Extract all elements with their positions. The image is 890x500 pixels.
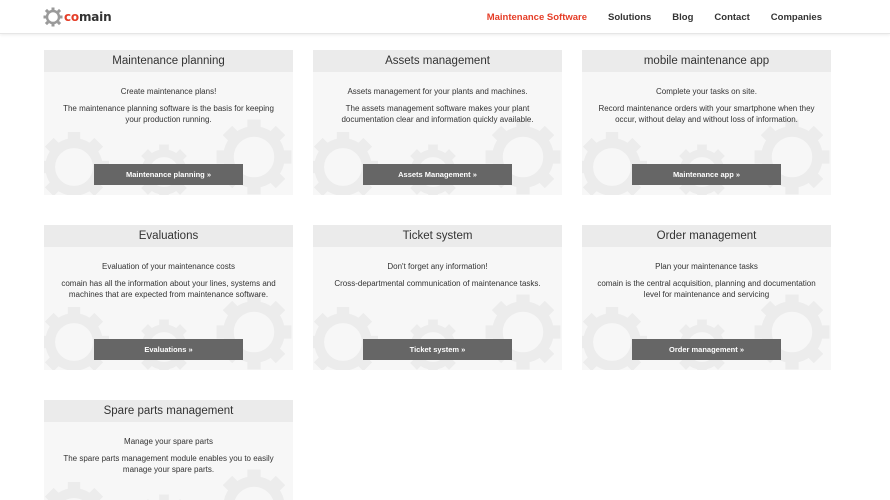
card-lead: Assets management for your plants and machines. <box>347 87 528 96</box>
card-lead: Plan your maintenance tasks <box>655 262 758 271</box>
card-description <box>58 261 279 301</box>
card-title: mobile maintenance app <box>582 50 831 72</box>
ticket-system-button[interactable]: Ticket system » <box>363 339 512 360</box>
nav-blog[interactable]: Blog <box>672 11 694 23</box>
card-title: Spare parts management <box>44 400 293 422</box>
card-lead: Create maintenance plans! <box>120 87 217 96</box>
card-lead: Don't forget any information! <box>387 262 488 271</box>
card-body: The maintenance planning software is the basis for keeping your production running. <box>63 103 274 124</box>
card-mobile-maintenance-app <box>582 50 831 195</box>
logo-wordmark <box>64 10 111 24</box>
card-body: comain has all the information about your lines, systems and machines that are expected from maintenance software. <box>61 278 276 299</box>
card-spare-parts-management <box>44 400 293 500</box>
card-ticket-system <box>313 225 562 370</box>
card-description <box>596 261 817 301</box>
card-body: Cross-departmental communication of maintenance tasks. <box>334 278 541 288</box>
logo-text-co: co <box>64 10 79 24</box>
card-title: Assets management <box>313 50 562 72</box>
card-body: comain is the central acquisition, planning and documentation level for maintenance and servicing <box>597 278 816 299</box>
card-description <box>327 261 548 289</box>
card-order-management <box>582 225 831 370</box>
card-assets-management <box>313 50 562 195</box>
card-lead: Evaluation of your maintenance costs <box>102 262 235 271</box>
maintenance-app-button[interactable]: Maintenance app » <box>632 164 781 185</box>
card-description <box>58 86 279 126</box>
card-description <box>596 86 817 126</box>
gear-logo-icon <box>43 7 63 27</box>
card-body: The spare parts management module enables you to easily manage your spare parts. <box>63 453 274 474</box>
maintenance-planning-button[interactable]: Maintenance planning » <box>94 164 243 185</box>
card-lead: Manage your spare parts <box>124 437 213 446</box>
main-nav <box>466 0 822 34</box>
card-title: Order management <box>582 225 831 247</box>
comain-logo[interactable] <box>43 6 111 28</box>
card-body: The assets management software makes your plant documentation clear and information quickly available. <box>341 103 534 124</box>
nav-contact[interactable]: Contact <box>714 11 750 23</box>
card-description <box>327 86 548 126</box>
nav-maintenance-software[interactable]: Maintenance Software <box>486 11 588 23</box>
assets-management-button[interactable]: Assets Management » <box>363 164 512 185</box>
card-evaluations <box>44 225 293 370</box>
card-title: Ticket system <box>313 225 562 247</box>
evaluations-button[interactable]: Evaluations » <box>94 339 243 360</box>
order-management-button[interactable]: Order management » <box>632 339 781 360</box>
card-title: Evaluations <box>44 225 293 247</box>
card-maintenance-planning <box>44 50 293 195</box>
nav-solutions[interactable]: Solutions <box>608 11 652 23</box>
nav-companies[interactable]: Companies <box>770 11 822 23</box>
card-description <box>58 436 279 476</box>
card-title: Maintenance planning <box>44 50 293 72</box>
logo-text-main: main <box>78 10 112 24</box>
site-header <box>0 0 890 34</box>
card-lead: Complete your tasks on site. <box>656 87 757 96</box>
card-body: Record maintenance orders with your smartphone when they occur, without delay and without loss of information. <box>598 103 815 124</box>
